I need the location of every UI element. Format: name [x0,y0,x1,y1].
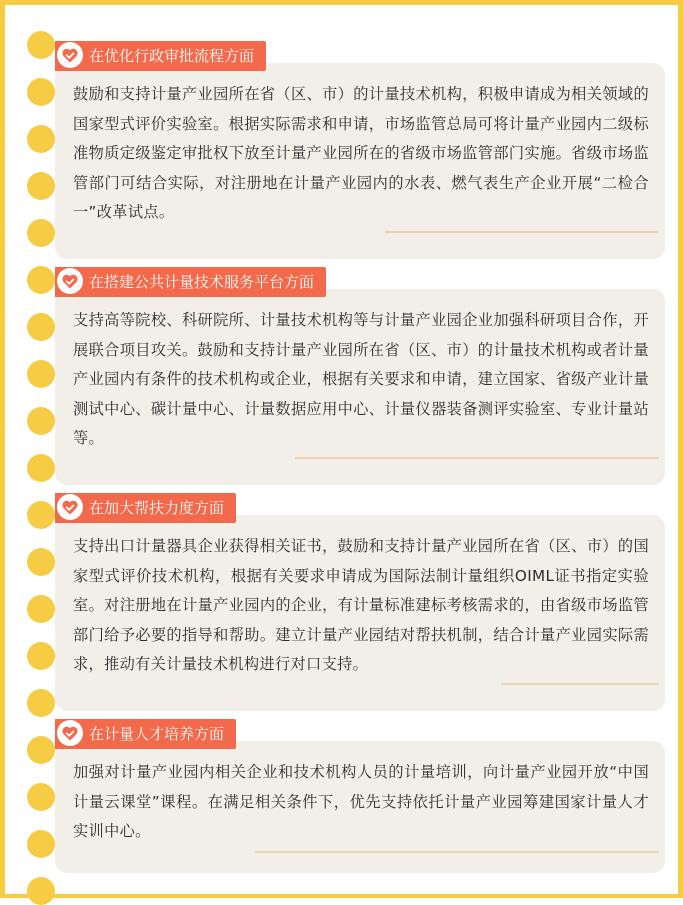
section-talent-training [55,719,667,873]
dot-icon [27,877,55,905]
dot-icon [27,783,55,811]
heart-check-icon [57,268,83,294]
decorative-dots-column [27,31,57,903]
text-underline-decoration [255,851,659,853]
dot-icon [27,78,55,106]
dot-icon [27,595,55,623]
dot-icon [27,219,55,247]
section-card [55,289,665,485]
dot-icon [27,360,55,388]
dot-icon [27,736,55,764]
section-card [55,741,665,873]
section-body: 支持出口计量器具企业获得相关证书，鼓励和支持计量产业园所在省（区、市）的国家型式评价技术机构，根据有关要求申请成为国际法制计量组织OIML证书指定实验室。对注册地在计量产业园内的企业，有计量标准建标考核需求的，由省级市场监管部门给予必要的指导和帮助。建立计量产业园结对帮扶机制，结合计量产业园实际需求，推动有关计量技术机构进行对口支持。 [73,537,649,673]
dot-icon [27,501,55,529]
section-body: 鼓励和支持计量产业园所在省（区、市）的计量技术机构，积极申请成为相关领域的国家型式评价实验室。根据实际需求和申请，市场监管总局可将计量产业园内二级标准物质定级鉴定审批权下放至计量产业园所在的省级市场监管部门实施。省级市场监管部门可结合实际，对注册地在计量产业园内的水表、燃气表生产企业开展“二检合一”改革试点。 [73,85,649,221]
heart-check-icon [57,42,83,68]
section-support [55,493,667,711]
dot-icon [27,407,55,435]
section-public-platform [55,267,667,485]
text-underline-decoration [501,683,659,685]
dot-icon [27,454,55,482]
section-card [55,515,665,711]
dot-icon [27,548,55,576]
dot-icon [27,266,55,294]
dot-icon [27,31,55,59]
section-title: 在计量人才培养方面 [89,725,225,743]
section-card [55,63,665,259]
dot-icon [27,642,55,670]
text-underline-decoration [385,231,659,233]
heart-check-icon [57,494,83,520]
dot-icon [27,830,55,858]
dot-icon [27,689,55,717]
section-title: 在搭建公共计量技术服务平台方面 [89,273,315,291]
section-body: 支持高等院校、科研院所、计量技术机构等与计量产业园企业加强科研项目合作，开展联合项目攻关。鼓励和支持计量产业园所在省（区、市）的计量技术机构或者计量产业园内有条件的技术机构或企业，根据有关要求和申请，建立国家、省级产业计量测试中心、碳计量中心、计量数据应用中心、计量仪器装备测评实验室、专业计量站等。 [73,311,649,447]
heart-check-icon [57,720,83,746]
section-admin-approval [55,41,667,259]
section-title-badge [55,493,236,523]
text-underline-decoration [295,457,659,459]
section-title: 在优化行政审批流程方面 [89,47,255,65]
section-title-badge [55,267,326,297]
dot-icon [27,172,55,200]
section-body: 加强对计量产业园内相关企业和技术机构人员的计量培训，向计量产业园开放“中国计量云课堂”课程。在满足相关条件下，优先支持依托计量产业园筹建国家计量人才实训中心。 [73,763,649,840]
section-title: 在加大帮扶力度方面 [89,499,225,517]
section-title-badge [55,719,236,749]
dot-icon [27,313,55,341]
section-title-badge [55,41,266,71]
dot-icon [27,125,55,153]
